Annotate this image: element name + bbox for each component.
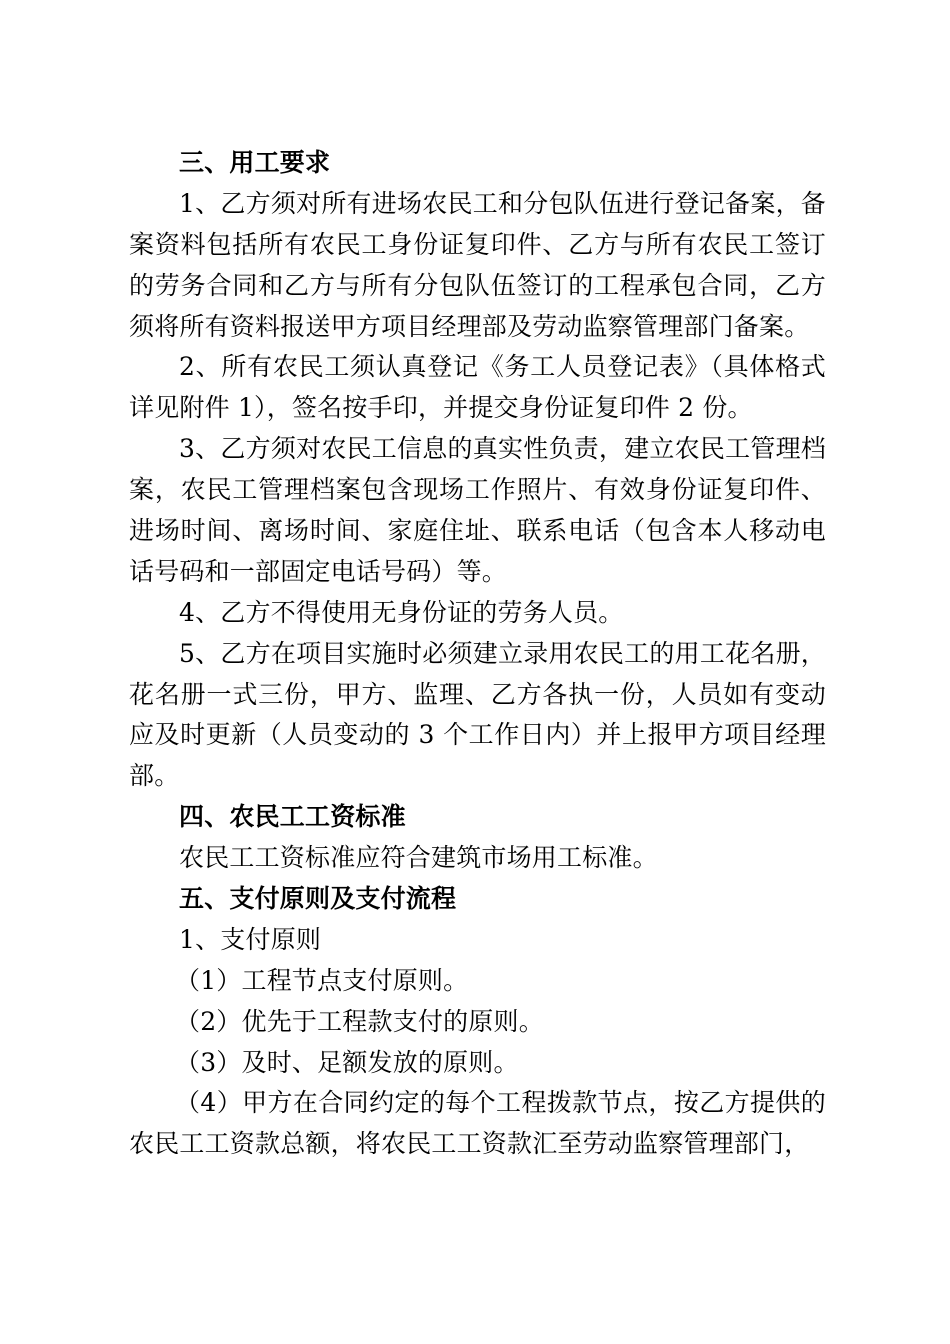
paragraph-line: 案资料包括所有农民工身份证复印件、乙方与所有农民工签订 bbox=[129, 229, 826, 259]
paragraph-line: 1、乙方须对所有进场农民工和分包队伍进行登记备案，备 bbox=[179, 188, 826, 218]
list-item: （2）优先于工程款支付的原则。 bbox=[175, 1006, 544, 1036]
subheading-line: 1、支付原则 bbox=[179, 924, 322, 954]
paragraph-line: 2、所有农民工须认真登记《务工人员登记表》（具体格式 bbox=[179, 352, 826, 382]
list-item: （1）工程节点支付原则。 bbox=[175, 965, 469, 995]
paragraph-line: 农民工工资款总额，将农民工工资款汇至劳动监察管理部门， bbox=[129, 1129, 810, 1159]
paragraph-line: 3、乙方须对农民工信息的真实性负责，建立农民工管理档 bbox=[179, 434, 826, 464]
paragraph-line: 4、乙方不得使用无身份证的劳务人员。 bbox=[179, 597, 624, 627]
section-heading-3: 三、用工要求 bbox=[179, 148, 331, 177]
paragraph-line: 案，农民工管理档案包含现场工作照片、有效身份证复印件、 bbox=[129, 475, 826, 505]
paragraph-line: 详见附件 1），签名按手印，并提交身份证复印件 2 份。 bbox=[129, 393, 753, 423]
paragraph-line: 农民工工资标准应符合建筑市场用工标准。 bbox=[179, 843, 658, 873]
list-item: （3）及时、足额发放的原则。 bbox=[175, 1047, 519, 1077]
paragraph-line: 花名册一式三份，甲方、监理、乙方各执一份，人员如有变动 bbox=[129, 679, 826, 709]
paragraph-line: 须将所有资料报送甲方项目经理部及劳动监察管理部门备案。 bbox=[129, 311, 810, 341]
paragraph-line: 应及时更新（人员变动的 3 个工作日内）并上报甲方项目经理 bbox=[129, 720, 826, 750]
paragraph-line: 话号码和一部固定电话号码）等。 bbox=[129, 556, 508, 586]
paragraph-line: 5、乙方在项目实施时必须建立录用农民工的用工花名册， bbox=[179, 638, 826, 668]
paragraph-line: 的劳务合同和乙方与所有分包队伍签订的工程承包合同，乙方 bbox=[129, 270, 826, 300]
section-heading-4: 四、农民工工资标准 bbox=[179, 802, 406, 832]
paragraph-line: 进场时间、离场时间、家庭住址、联系电话（包含本人移动电 bbox=[129, 516, 826, 546]
section-heading-5: 五、支付原则及支付流程 bbox=[179, 884, 457, 914]
list-item: （4）甲方在合同约定的每个工程拨款节点，按乙方提供的 bbox=[175, 1088, 826, 1118]
document-page bbox=[129, 143, 829, 1165]
paragraph-line: 部。 bbox=[129, 761, 180, 791]
